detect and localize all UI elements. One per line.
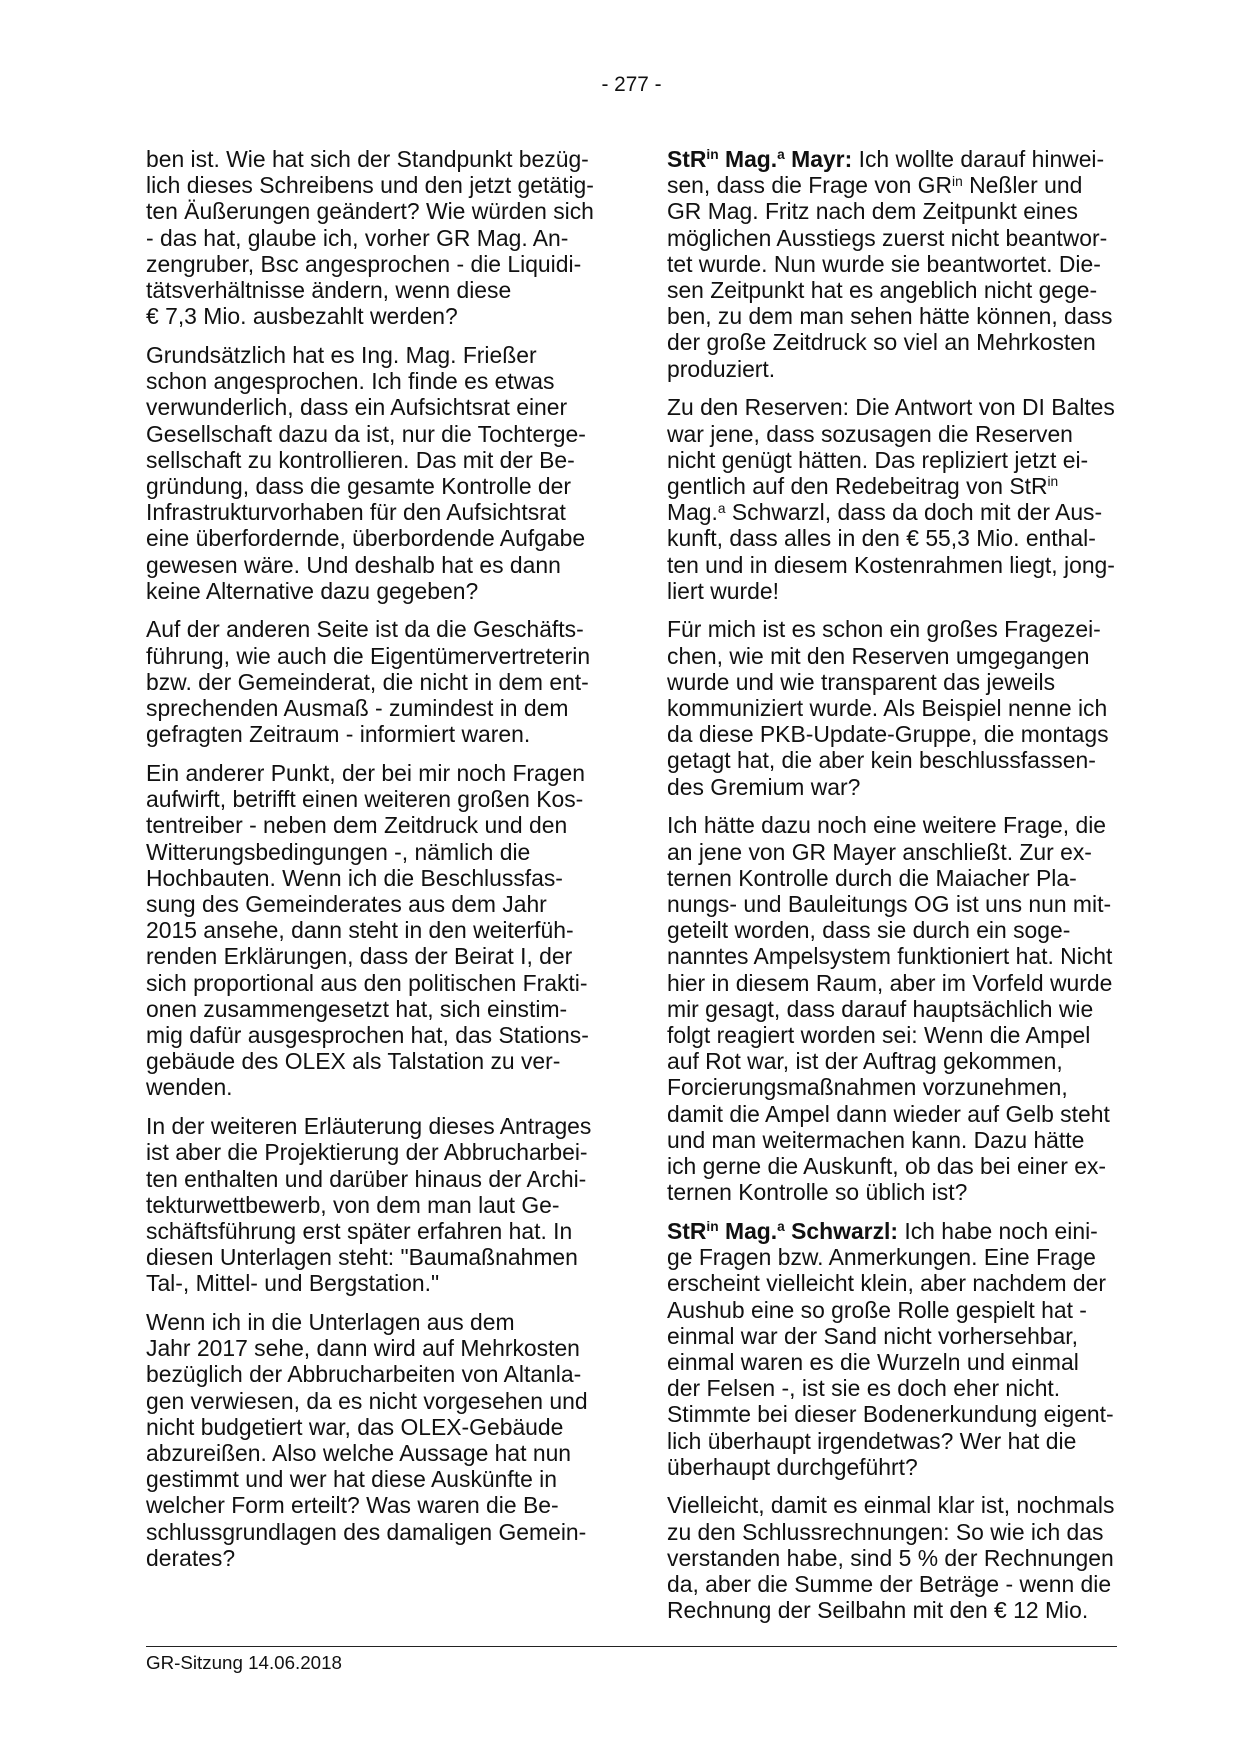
- speaker-degree-superscript: a: [777, 147, 785, 163]
- speaker-title: StR: [667, 146, 707, 172]
- paragraph-text: Zu den Reserven: Die Antwort von DI Baltes war jene, dass sozusagen die Reserven nicht genügt hätten. Das repliziert jetzt ei- gentlich auf den Redebeitrag von StR: [667, 394, 1115, 499]
- speech-paragraph-mayr: [667, 146, 1137, 382]
- paragraph: Wenn ich in die Unterlagen aus dem Jahr 2017 sehe, dann wird auf Mehrkosten bezüglich der Abbrucharbeiten von Altanla- gen verwiesen, da es nicht vorgesehen und nicht budgetiert war, das OLEX-Gebäude abzureißen. Also welche Aussage hat nun gestimmt und wer hat diese Auskünfte in welcher Form erteilt? Was waren die Be- schlussgrundlagen des damaligen Gemein- derates?: [146, 1309, 588, 1571]
- paragraph: ben ist. Wie hat sich der Standpunkt bezüg- lich dieses Schreibens und den jetzt getätig- ten Äußerungen geändert? Wie würden sich - das hat, glaube ich, vorher GR Mag. An- zengruber, Bsc angesprochen - die Liquidi- tätsverhältnisse ändern, wenn diese € 7,3 Mio. ausbezahlt werden?: [146, 146, 594, 330]
- superscript: in: [952, 173, 963, 189]
- paragraph-text: Schwarzl, dass da doch mit der Aus- kunft, dass alles in den € 55,3 Mio. enthal- ten und in diesem Kostenrahmen liegt, jong- liert wurde!: [667, 499, 1115, 604]
- left-column: [146, 146, 616, 1584]
- speaker-name: Schwarzl:: [784, 1217, 899, 1244]
- paragraph: In der weiteren Erläuterung dieses Antrages ist aber die Projektierung der Abbrucharbei- ten enthalten und darüber hinaus der Archi- tekturwettbewerb, von dem man laut Ge- schäftsführung erst später erfahren hat. In diesen Unterlagen steht: "Baumaßnahmen Tal-, Mittel- und Bergstation.": [146, 1113, 592, 1297]
- footer-text: GR-Sitzung 14.06.2018: [146, 1652, 342, 1673]
- speaker-label: [667, 1218, 898, 1244]
- superscript: a: [717, 500, 726, 516]
- speaker-degree-superscript: a: [777, 1219, 785, 1235]
- paragraph-text: Ich wollte darauf hinwei- sen, dass die Frage von GR: [667, 146, 1105, 199]
- footer-rule: [146, 1646, 1117, 1647]
- page-number: - 277 -: [601, 73, 662, 96]
- paragraph: [667, 394, 1137, 604]
- superscript: in: [1047, 474, 1059, 490]
- paragraph-text: Mag.: [667, 499, 718, 526]
- paragraph: Ein anderer Punkt, der bei mir noch Fragen aufwirft, betrifft einen weiteren großen Kos- tentreiber - neben dem Zeitdruck und den Witterungsbedingungen -, nämlich die Hochbauten. Wenn ich die Beschlussfas- sung des Gemeinderates aus dem Jahr 2015 ansehe, dann steht in den weiterfüh- renden Erklärungen, dass der Beirat I, der sich proportional aus den politischen Frakti- onen zusammengesetzt hat, sich einstim- mig dafür ausgesprochen hat, das Stations- gebäude des OLEX als Talstation zu ver- wenden.: [146, 759, 589, 1101]
- speaker-name: Mayr:: [784, 146, 853, 172]
- paragraph: Auf der anderen Seite ist da die Geschäfts- führung, wie auch die Eigentümervertreterin bzw. der Gemeinderat, die nicht in dem ent- sprechenden Ausmaß - zumindest in dem gefragten Zeitraum - informiert waren.: [146, 616, 591, 748]
- speaker-label: [667, 146, 852, 172]
- speaker-title: StR: [667, 1217, 707, 1244]
- speaker-degree: Mag.: [718, 1217, 778, 1244]
- paragraph: Grundsätzlich hat es Ing. Mag. Frießer schon angesprochen. Ich finde es etwas verwunderlich, dass ein Aufsichtsrat einer Gesellschaft dazu da ist, nur die Tochterge- sellschaft zu kontrollieren. Das mit der Be- gründung, dass die gesamte Kontrolle der Infrastrukturvorhaben für den Aufsichtsrat eine überfordernde, überbordende Aufgabe gewesen wäre. Und deshalb hat es dann keine Alternative dazu gegeben?: [146, 341, 586, 604]
- paragraph: Ich hätte dazu noch eine weitere Frage, die an jene von GR Mayer anschließt. Zur ex- ternen Kontrolle durch die Maiacher Pla- nungs- und Bauleitungs OG ist uns nun mit- geteilt worden, dass sie durch ein soge- nanntes Ampelsystem funktioniert hat. Nicht hier in diesem Raum, aber im Vorfeld wurde mir gesagt, dass darauf hauptsächlich wie folgt reagiert worden sei: Wenn die Ampel auf Rot war, ist der Auftrag gekommen, Forcierungsmaßnahmen vorzunehmen, damit die Ampel dann wieder auf Gelb steht und man weitermachen kann. Dazu hätte ich gerne die Auskunft, ob das bei einer ex- ternen Kontrolle so üblich ist?: [667, 812, 1113, 1206]
- paragraph: Vielleicht, damit es einmal klar ist, nochmals zu den Schlussrechnungen: So wie ich das verstanden habe, sind 5 % der Rechnungen da, aber die Summe der Beträge - wenn die Rechnung der Seilbahn mit den € 12 Mio.: [667, 1492, 1115, 1624]
- paragraph-text: Ich habe noch eini- ge Fragen bzw. Anmerkungen. Eine Frage erscheint vielleicht klein, aber nachdem der Aushub eine so große Rolle gespielt hat - einmal war der Sand nicht vorhersehbar, einmal waren es die Wurzeln und einmal der Felsen -, ist sie es doch eher nicht. Stimmte bei dieser Bodenerkundung eigent- lich überhaupt irgendetwas? Wer hat die überhaupt durchgeführt?: [667, 1217, 1114, 1480]
- right-column: [667, 146, 1137, 1636]
- speaker-title-superscript: in: [706, 147, 719, 163]
- speech-paragraph-schwarzl: [667, 1218, 1137, 1480]
- paragraph-text: Neßler und GR Mag. Fritz nach dem Zeitpunkt eines möglichen Ausstiegs zuerst nicht beantwor- tet wurde. Nun wurde sie beantwortet. Die- sen Zeitpunkt hat es angeblich nicht gege- ben, zu dem man sehen hätte können, dass der große Zeitdruck so viel an Mehrkosten produziert.: [667, 172, 1113, 382]
- paragraph: Für mich ist es schon ein großes Fragezei- chen, wie mit den Reserven umgegangen wurde und wie transparent das jeweils kommuniziert wurde. Als Beispiel nenne ich da diese PKB-Update-Gruppe, die montags getagt hat, die aber kein beschlussfassen- des Gremium war?: [667, 616, 1109, 800]
- speaker-title-superscript: in: [706, 1219, 719, 1235]
- speaker-degree: Mag.: [718, 146, 778, 172]
